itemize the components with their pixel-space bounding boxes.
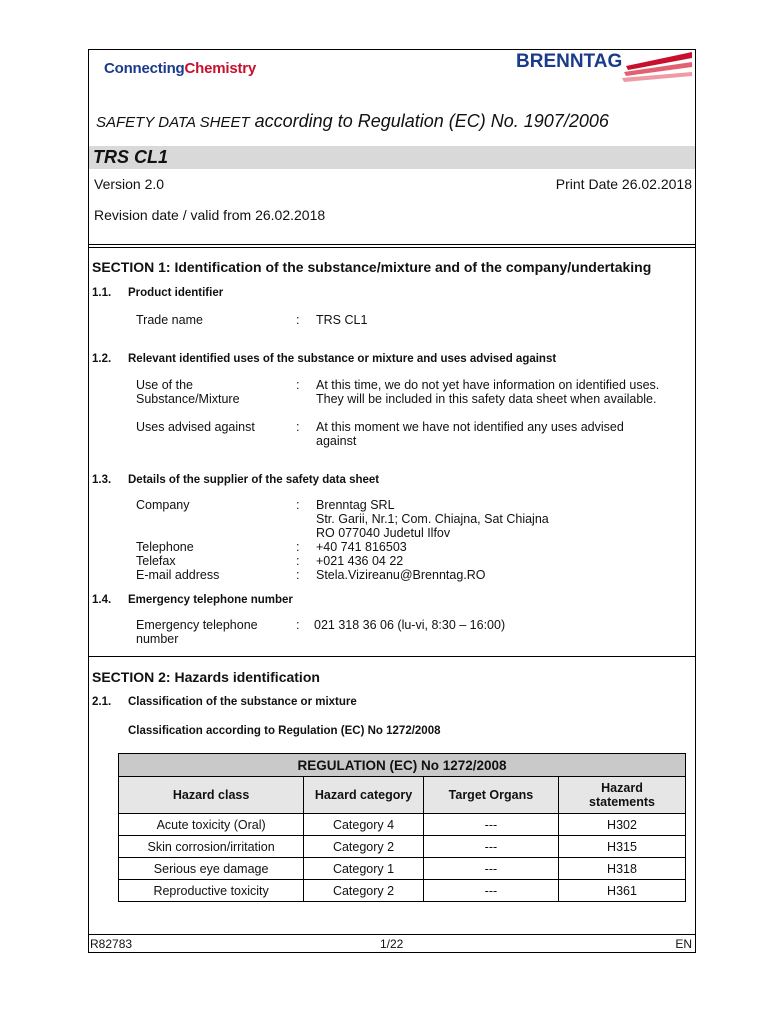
section-2-title: SECTION 2: Hazards identification — [92, 669, 320, 685]
subsection-number: 2.1. — [92, 696, 112, 708]
email-label: E-mail address — [136, 568, 220, 582]
table-cell: --- — [423, 858, 558, 880]
subsection-title: Classification of the substance or mixture — [128, 696, 357, 708]
table-cell: Category 2 — [304, 880, 424, 902]
table-cell: --- — [423, 814, 558, 836]
email-value: Stela.Vizireanu@Brenntag.RO — [316, 568, 486, 582]
company-label: Company — [136, 498, 190, 512]
connecting-chemistry-logo: ConnectingChemistry — [104, 60, 257, 77]
table-cell: --- — [423, 836, 558, 858]
section-1-title: SECTION 1: Identification of the substance/mixture and of the company/undertaking — [92, 259, 652, 275]
language-code: EN — [675, 937, 692, 951]
column-header: Hazard category — [304, 777, 424, 814]
table-cell: Category 1 — [304, 858, 424, 880]
revision-date: Revision date / valid from 26.02.2018 — [94, 207, 326, 223]
subsection-title: Product identifier — [128, 287, 224, 299]
table-cell: H315 — [559, 836, 686, 858]
use-label: Use of the Substance/Mixture — [136, 378, 240, 406]
table-cell: H361 — [559, 880, 686, 902]
table-row — [119, 858, 686, 880]
column-header: Target Organs — [423, 777, 558, 814]
use-value: At this time, we do not yet have information on identified uses. They will be included in this safety data sheet when available. — [316, 378, 660, 406]
print-date: Print Date 26.02.2018 — [555, 176, 692, 192]
table-cell: Category 2 — [304, 836, 424, 858]
footer-divider — [89, 934, 695, 935]
column-header: Hazard class — [119, 777, 304, 814]
column-header: Hazard statements — [559, 777, 686, 814]
table-cell: Category 4 — [304, 814, 424, 836]
document-code: R82783 — [90, 937, 133, 951]
uses-advised-against-value: At this moment we have not identified any uses advised against — [316, 420, 624, 448]
page-number: 1/22 — [380, 937, 404, 951]
table-cell: Skin corrosion/irritation — [119, 836, 304, 858]
telefax-label: Telefax — [136, 554, 176, 568]
colon: : — [296, 313, 300, 327]
colon: : — [296, 618, 300, 632]
brenntag-logo-text: BRENNTAG — [516, 51, 623, 72]
subsection-number: 1.3. — [92, 474, 112, 486]
table-caption: REGULATION (EC) No 1272/2008 — [119, 754, 686, 777]
document-title: SAFETY DATA SHEET according to Regulation (EC) No. 1907/2006 — [96, 111, 609, 131]
telephone-value: +40 741 816503 — [316, 540, 407, 554]
colon: : — [296, 378, 300, 392]
subsection-number: 1.4. — [92, 594, 112, 606]
divider — [89, 656, 695, 657]
table-cell: --- — [423, 880, 558, 902]
company-value: Brenntag SRL Str. Garii, Nr.1; Com. Chiajna, Sat Chiajna RO 077040 Judetul Ilfov — [316, 498, 549, 540]
emergency-phone-value: 021 318 36 06 (lu-vi, 8:30 – 16:00) — [314, 618, 506, 632]
subsection-number: 1.1. — [92, 287, 112, 299]
telefax-value: +021 436 04 22 — [316, 554, 404, 568]
subsection-number: 1.2. — [92, 353, 112, 365]
product-name-bar — [89, 146, 695, 169]
trade-name-label: Trade name — [136, 313, 203, 327]
uses-advised-against-label: Uses advised against — [136, 420, 255, 434]
subsection-title: Emergency telephone number — [128, 594, 293, 606]
table-cell: Serious eye damage — [119, 858, 304, 880]
colon: : — [296, 568, 300, 582]
subsection-title: Details of the supplier of the safety data sheet — [128, 474, 380, 486]
emergency-phone-label: Emergency telephone number — [136, 618, 258, 646]
telephone-label: Telephone — [136, 540, 194, 554]
hazard-classification-table — [118, 753, 686, 902]
version: Version 2.0 — [94, 176, 165, 192]
table-cell: H318 — [559, 858, 686, 880]
subsection-title: Relevant identified uses of the substance or mixture and uses advised against — [128, 353, 557, 365]
brenntag-logo — [516, 48, 694, 90]
table-row — [119, 814, 686, 836]
table-cell: Acute toxicity (Oral) — [119, 814, 304, 836]
table-row — [119, 880, 686, 902]
table-cell: Reproductive toxicity — [119, 880, 304, 902]
classification-heading: Classification according to Regulation (EC) No 1272/2008 — [128, 725, 441, 737]
table-cell: H302 — [559, 814, 686, 836]
divider — [89, 244, 695, 248]
colon: : — [296, 498, 300, 512]
table-row — [119, 836, 686, 858]
product-name: TRS CL1 — [93, 147, 169, 167]
trade-name-value: TRS CL1 — [316, 313, 368, 327]
colon: : — [296, 554, 300, 568]
colon: : — [296, 420, 300, 434]
colon: : — [296, 540, 300, 554]
